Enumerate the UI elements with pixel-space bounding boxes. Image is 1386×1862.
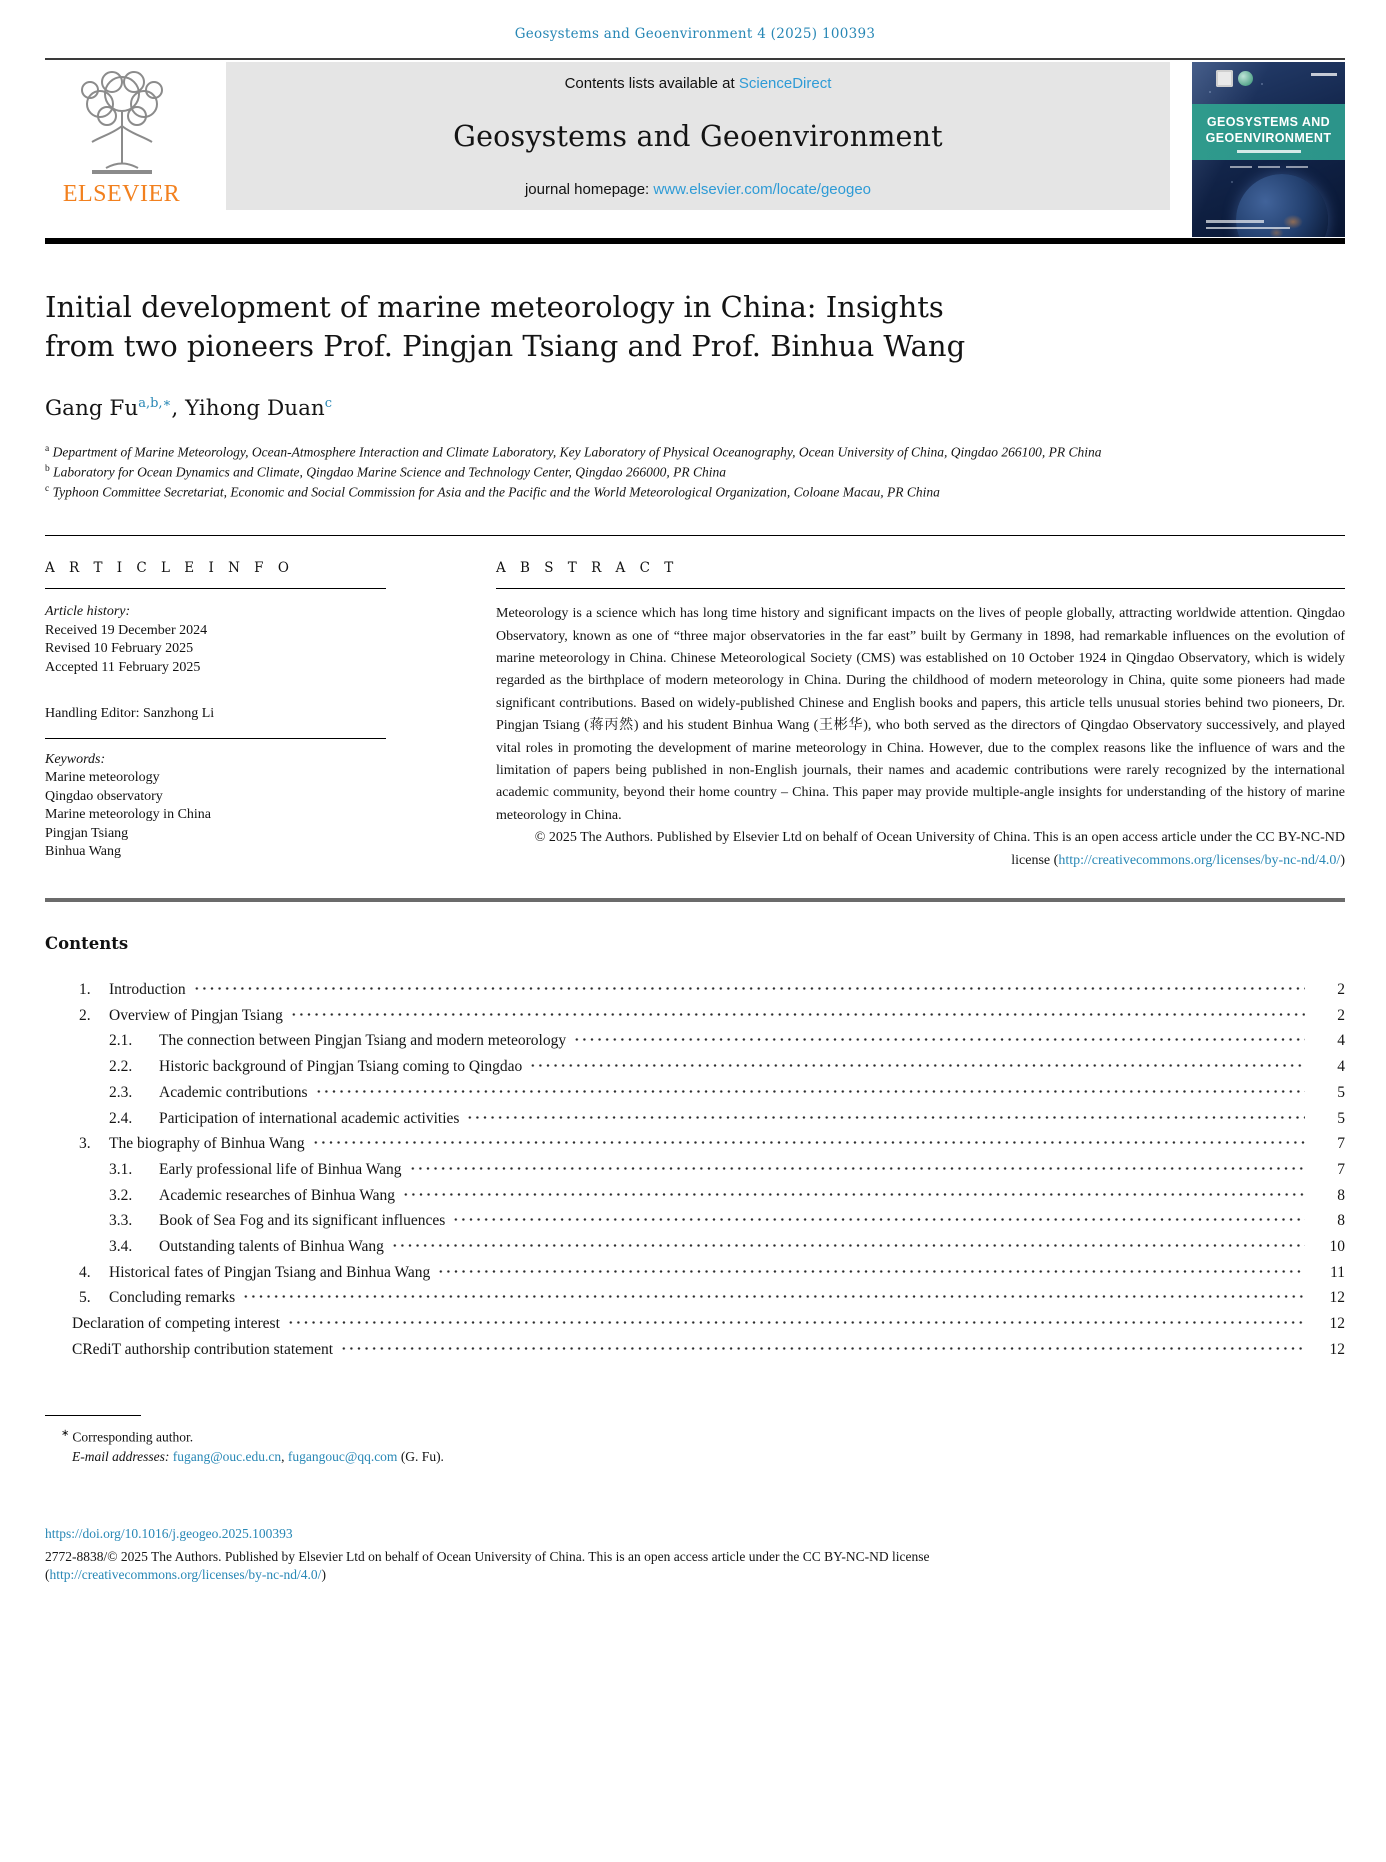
email-link-2[interactable]: fugangouc@qq.com: [287, 1449, 398, 1465]
toc-link[interactable]: Concluding remarks: [109, 1289, 236, 1307]
email-label: E-mail addresses:: [72, 1449, 170, 1465]
toc-entry: [72, 1028, 1345, 1054]
issn-copyright-line: 2772-8838/© 2025 The Authors. Published by Elsevier Ltd on behalf of Ocean University of China. This is an open access article under the CC BY-NC-ND license: [45, 1549, 930, 1565]
affiliations: [45, 441, 1345, 501]
keyword: Marine meteorology in China: [45, 807, 212, 823]
keyword: Binhua Wang: [45, 844, 121, 860]
toc-dot-leader: [340, 1338, 1305, 1354]
toc-dot-leader: [391, 1236, 1305, 1252]
contents-lists-line: [565, 75, 832, 92]
page-footer: [45, 1525, 1345, 1584]
affiliation-marker: b: [45, 464, 50, 475]
toc-page-number: 8: [1337, 1212, 1345, 1230]
abstract-text: Meteorology is a science which has long time history and significant impacts on the lives of people globally, attracting worldwide attention. Qingdao Observatory, known as one of “three major observatories in the far east” built by Germany in 1898, had remarkable influences on the evolution of marine meteorology in China. Chinese Meteorological Society (CMS) was established on 10 October 1924 in Qingdao Observatory, which is widely regarded as the birthplace of modern meteorology in China. During the childhood of modern meteorology in China, quite some pioneers had made significant contributions. Based on widely-published Chinese and English books and papers, this article tells unusual stories behind two pioneers, Dr. Pingjan Tsiang (蒋丙然) and his student Binhua Wang (王彬华), who both served as the directors of Qingdao Observatory successively, and played vital roles in promoting the development of marine meteorology in China. However, due to the complex reasons like the influence of wars and the limitation of papers being published in non-English journals, their names and academic contributions were rarely recognized by the international academic community, beyond their home country – China. This paper may provide multiple-angle insights for understanding of the history of marine meteorology in China.: [496, 606, 1345, 823]
toc-page-number: 11: [1330, 1263, 1345, 1281]
contents-divider: [45, 898, 1345, 902]
toc-dot-leader: [452, 1210, 1305, 1226]
sciencedirect-link[interactable]: ScienceDirect: [738, 75, 832, 92]
toc-page-number: 7: [1337, 1160, 1345, 1178]
cover-title-line2: GEOENVIRONMENT: [1205, 130, 1332, 145]
affiliation-marker: a: [45, 444, 50, 455]
cover-issn-mark: [1311, 73, 1337, 76]
cover-society-icon: [1238, 71, 1253, 86]
toc-entry: [72, 1311, 1345, 1337]
history-received: Received 19 December 2024: [45, 622, 208, 638]
toc-page-number: 10: [1329, 1238, 1345, 1256]
journal-reference: Geosystems and Geoenvironment 4 (2025) 100393: [514, 26, 876, 42]
affiliation-text: Laboratory for Ocean Dynamics and Climate, Qingdao Marine Science and Technology Center, Qingdao 266000, PR China: [53, 464, 727, 480]
toc-entry: [72, 1054, 1345, 1080]
top-divider: [45, 58, 1345, 60]
cover-volume-marks: [1192, 166, 1345, 168]
toc-link[interactable]: Overview of Pingjan Tsiang: [109, 1006, 283, 1024]
toc-entry: [72, 1337, 1345, 1363]
toc-page-number: 5: [1337, 1083, 1345, 1101]
homepage-line: [525, 181, 871, 198]
toc-dot-leader: [573, 1030, 1305, 1046]
toc-dot-leader: [312, 1133, 1305, 1149]
affiliation-marker: c: [45, 484, 50, 495]
banner-center: [226, 62, 1170, 210]
toc-page-number: 7: [1337, 1135, 1345, 1153]
toc-entry: [72, 977, 1345, 1003]
toc-dot-leader: [437, 1261, 1305, 1277]
article-info-column: [45, 560, 386, 872]
toc-link[interactable]: The connection between Pingjan Tsiang and modern meteorology: [159, 1032, 567, 1050]
toc-dot-leader: [287, 1313, 1305, 1329]
journal-banner: [45, 62, 1345, 238]
toc-link[interactable]: Declaration of competing interest: [72, 1315, 280, 1333]
toc-dot-leader: [466, 1107, 1305, 1123]
toc-number: 3.: [79, 1135, 91, 1153]
toc-entry: [72, 1003, 1345, 1029]
homepage-label: journal homepage:: [524, 181, 654, 198]
toc-entry: [72, 1208, 1345, 1234]
toc-page-number: 2: [1337, 981, 1345, 999]
toc-number: 5.: [79, 1289, 91, 1307]
toc-link[interactable]: Book of Sea Fog and its significant influences: [159, 1212, 446, 1230]
doi-link[interactable]: https://doi.org/10.1016/j.geogeo.2025.100393: [45, 1526, 293, 1542]
corresponding-text: Corresponding author.: [72, 1429, 194, 1445]
toc-number: 2.1.: [109, 1032, 133, 1050]
toc-link[interactable]: Academic contributions: [159, 1083, 308, 1101]
toc-page-number: 12: [1329, 1289, 1345, 1307]
toc-link[interactable]: Early professional life of Binhua Wang: [159, 1160, 402, 1178]
cover-title-line1: GEOSYSTEMS AND: [1206, 114, 1331, 129]
journal-cover-image: [1192, 62, 1345, 237]
keyword: Pingjan Tsiang: [45, 825, 129, 841]
abstract-copyright: [496, 827, 1345, 872]
affiliation-b: [45, 461, 1345, 481]
cover-title-band: [1192, 104, 1345, 160]
cover-footer-marks: [1206, 216, 1290, 229]
author-name[interactable]: Gang Fu: [45, 396, 139, 422]
contents-lists-text: Contents lists available at: [564, 75, 739, 92]
toc-entry: [72, 1157, 1345, 1183]
author-separator: ,: [171, 396, 186, 422]
toc-number: 2.: [79, 1006, 91, 1024]
toc-link[interactable]: The biography of Binhua Wang: [109, 1135, 305, 1153]
info-section-top-rule: [45, 535, 1345, 536]
footer-license-line: [45, 1566, 1345, 1584]
toc-page-number: 12: [1329, 1340, 1345, 1358]
table-of-contents: [45, 977, 1345, 1363]
toc-number: 2.3.: [109, 1083, 133, 1101]
toc-entry: [72, 1260, 1345, 1286]
license-paren-open: (: [45, 1567, 50, 1583]
footer-license-link[interactable]: http://creativecommons.org/licenses/by-nc-nd/4.0/: [49, 1567, 322, 1583]
toc-page-number: 8: [1337, 1186, 1345, 1204]
author-affil-marker[interactable]: c: [324, 396, 333, 411]
toc-entry: [72, 1234, 1345, 1260]
handling-editor: Handling Editor: Sanzhong Li: [45, 705, 386, 739]
column-gap: [386, 560, 496, 872]
keyword: Qingdao observatory: [45, 788, 163, 804]
toc-number: 2.4.: [109, 1109, 133, 1127]
affiliation-a: [45, 441, 1345, 461]
toc-link[interactable]: Academic researches of Binhua Wang: [159, 1186, 396, 1204]
homepage-link[interactable]: www.elsevier.com/locate/geogeo: [653, 181, 872, 198]
toc-dot-leader: [193, 979, 1305, 995]
copyright-close: ): [1340, 852, 1345, 868]
toc-link[interactable]: CRediT authorship contribution statement: [72, 1340, 334, 1358]
license-paren-close: ): [321, 1567, 326, 1583]
toc-number: 2.2.: [109, 1058, 133, 1076]
toc-link[interactable]: Introduction: [109, 981, 186, 999]
toc-link[interactable]: Outstanding talents of Binhua Wang: [159, 1238, 384, 1256]
article-history-label: Article history:: [45, 604, 131, 620]
toc-entry: [72, 1080, 1345, 1106]
toc-page-number: 5: [1337, 1109, 1345, 1127]
history-revised: Revised 10 February 2025: [45, 641, 194, 657]
corresponding-author-note: [45, 1424, 1345, 1448]
article-info-header: A R T I C L E I N F O: [45, 560, 386, 589]
toc-dot-leader: [529, 1056, 1305, 1072]
toc-entry: [72, 1131, 1345, 1157]
toc-number: 3.1.: [109, 1160, 133, 1178]
email-link-1[interactable]: fugang@ouc.edu.cn: [172, 1449, 282, 1465]
toc-entry: [72, 1106, 1345, 1132]
toc-dot-leader: [315, 1081, 1306, 1097]
email-addresses-line: [45, 1447, 1345, 1467]
toc-number: 4.: [79, 1263, 91, 1281]
email-separator: ,: [281, 1449, 288, 1465]
toc-entry: [72, 1285, 1345, 1311]
toc-number: 1.: [79, 981, 91, 999]
email-suffix: (G. Fu).: [397, 1449, 444, 1465]
history-accepted: Accepted 11 February 2025: [45, 659, 201, 675]
toc-page-number: 4: [1337, 1032, 1345, 1050]
toc-number: 3.3.: [109, 1212, 133, 1230]
copyright-text: © 2025 The Authors. Published by Elsevier Ltd on behalf of Ocean University of China. This is an open access article under the CC BY-NC-ND license (: [534, 830, 1345, 868]
abstract-column: [496, 560, 1345, 872]
contents-heading: Contents: [45, 934, 129, 954]
toc-link[interactable]: Historical fates of Pingjan Tsiang and Binhua Wang: [109, 1263, 431, 1281]
toc-page-number: 2: [1337, 1006, 1345, 1024]
toc-dot-leader: [409, 1158, 1305, 1174]
cover-logos: [1216, 70, 1253, 87]
toc-dot-leader: [402, 1184, 1305, 1200]
article-history: [45, 603, 386, 677]
author-line: [45, 396, 1345, 421]
affiliation-c: [45, 481, 1345, 501]
footnote-block: [45, 1424, 1345, 1468]
asterisk-marker: ∗: [61, 1427, 70, 1439]
footnote-rule: [45, 1415, 141, 1416]
elsevier-wordmark: ELSEVIER: [62, 181, 181, 207]
toc-dot-leader: [242, 1287, 1305, 1303]
affiliation-text: Department of Marine Meteorology, Ocean-Atmosphere Interaction and Climate Laboratory, Key Laboratory of Physical Oceanography, Ocean University of China, Qingdao 266100, PR China: [52, 444, 1102, 460]
toc-page-number: 4: [1337, 1058, 1345, 1076]
keywords-label: Keywords:: [45, 751, 106, 767]
info-abstract-section: [45, 560, 1345, 872]
keywords-block: [45, 739, 386, 862]
toc-number: 3.4.: [109, 1238, 133, 1256]
abstract-header: A B S T R A C T: [496, 560, 1345, 589]
banner-bottom-rule: [45, 238, 1345, 244]
toc-link[interactable]: Historic background of Pingjan Tsiang coming to Qingdao: [159, 1058, 523, 1076]
elsevier-logo-block: [45, 62, 198, 210]
author-name[interactable]: Yihong Duan: [185, 396, 325, 422]
toc-page-number: 12: [1329, 1315, 1345, 1333]
elsevier-tree-icon: [62, 64, 182, 182]
author-affil-marker[interactable]: a,b,∗: [138, 396, 172, 411]
license-link[interactable]: http://creativecommons.org/licenses/by-nc-nd/4.0/: [1058, 852, 1341, 868]
banner-journal-title: Geosystems and Geoenvironment: [453, 120, 943, 153]
toc-link[interactable]: Participation of international academic activities: [159, 1109, 460, 1127]
keyword: Marine meteorology: [45, 770, 160, 786]
cover-elsevier-icon: [1216, 70, 1233, 87]
affiliation-text: Typhoon Committee Secretariat, Economic and Social Commission for Asia and the Pacific and the World Meteorological Organization, Coloane Macau, PR China: [52, 484, 940, 500]
toc-dot-leader: [290, 1004, 1305, 1020]
toc-entry: [72, 1183, 1345, 1209]
toc-number: 3.2.: [109, 1186, 133, 1204]
cover-subtitle-mark: [1237, 150, 1301, 153]
page-title: Initial development of marine meteorology in China: Insights from two pioneers Prof. Pingjan Tsiang and Prof. Binhua Wang: [45, 290, 966, 363]
